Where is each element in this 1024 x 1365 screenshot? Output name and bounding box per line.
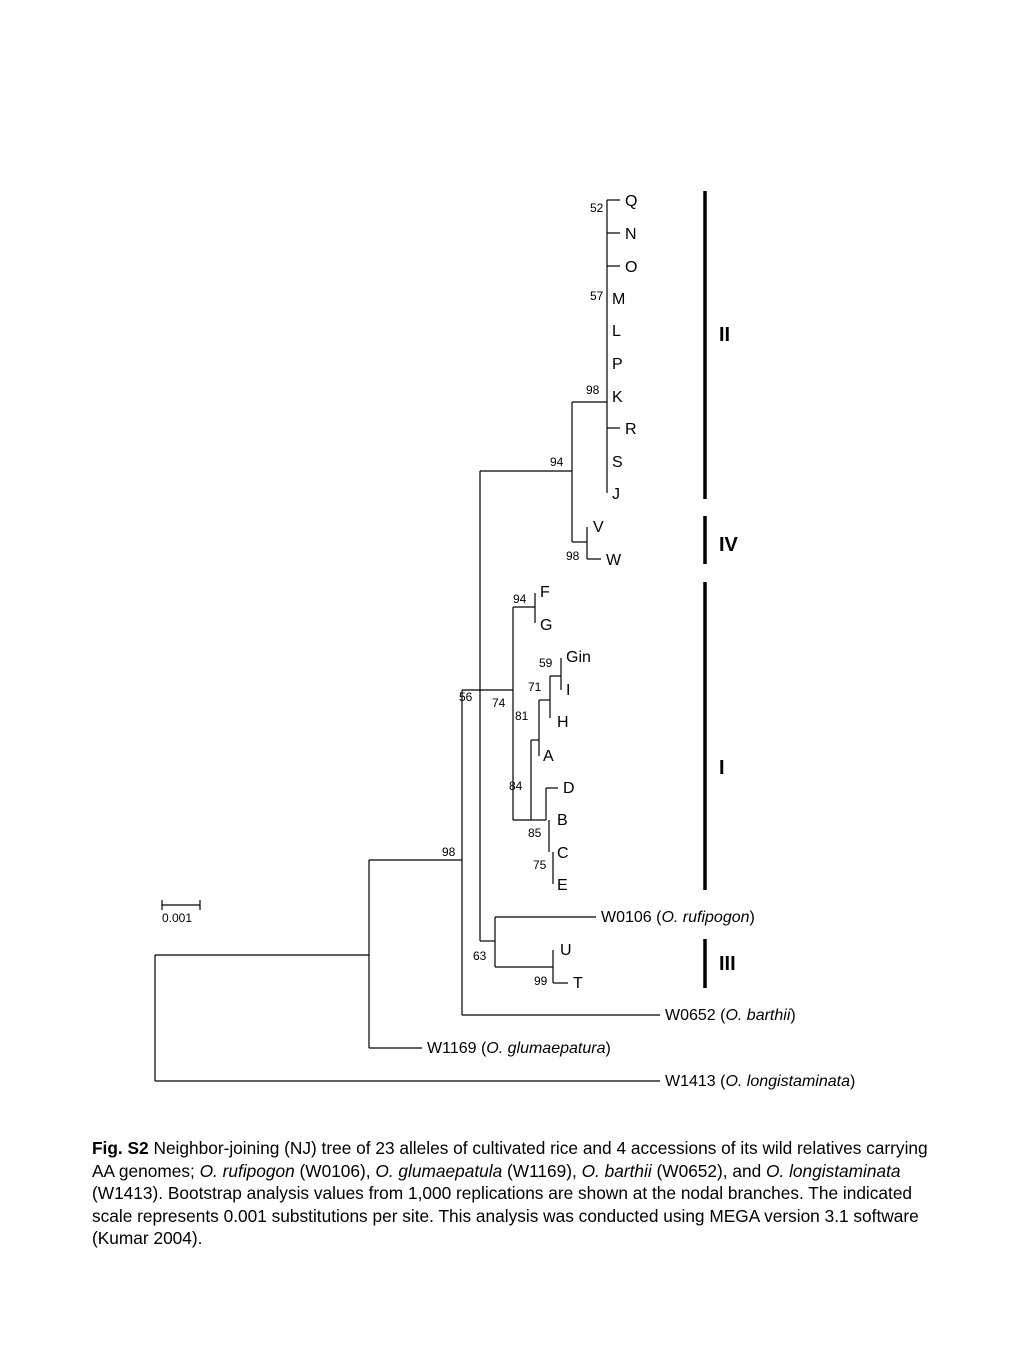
scale-bar — [162, 900, 200, 925]
tip-label-w: W — [606, 552, 622, 569]
tip-label-v: V — [593, 519, 604, 536]
group-bars — [705, 191, 739, 988]
bootstrap-k: 98 — [586, 383, 600, 397]
group-label-i: I — [719, 757, 725, 779]
tip-label-h: H — [557, 714, 569, 731]
tip-label-k: K — [612, 389, 623, 406]
bootstrap-u: 99 — [534, 974, 548, 988]
group-label-iii: III — [719, 953, 736, 975]
bootstrap-q: 52 — [590, 201, 604, 215]
figure-caption — [92, 1137, 940, 1250]
caption-species: O. barthii — [581, 1160, 652, 1181]
bootstrap-gin: 59 — [539, 656, 553, 670]
outgroup-label-w1413: W1413 (O. longistaminata) — [665, 1073, 856, 1090]
tip-label-p: P — [612, 356, 623, 373]
caption-species: O. longistaminata — [766, 1160, 901, 1181]
scale-label: 0.001 — [162, 911, 193, 925]
group-label-ii: II — [719, 324, 731, 346]
caption-text: (W1413). Bootstrap analysis values from 1,000 replications are shown at the nodal branches. The indicated scale represents 0.001 substitutions per site. This analysis was conducted using MEGA version 3.1 software (Kumar 2004). — [92, 1183, 919, 1249]
tip-label-j: J — [612, 486, 620, 503]
tip-label-e: E — [557, 877, 568, 894]
tip-label-u: U — [560, 942, 572, 959]
tip-label-n: N — [625, 226, 637, 243]
tip-label-r: R — [625, 421, 637, 438]
tip-label-l: L — [612, 323, 621, 340]
bootstrap-clade-56: 56 — [459, 690, 473, 704]
tip-label-c: C — [557, 845, 569, 862]
bootstrap-f: 94 — [513, 592, 527, 606]
caption-text: (W1169), — [502, 1160, 582, 1181]
tip-label-g: G — [540, 617, 553, 634]
outgroup-label-w0652: W0652 (O. barthii) — [665, 1007, 796, 1024]
group-label-iv: IV — [719, 534, 738, 556]
bootstrap-i: 71 — [528, 680, 542, 694]
tip-label-q: Q — [625, 193, 638, 210]
bootstrap-clade-98: 98 — [442, 845, 456, 859]
bootstrap-m: 57 — [590, 289, 604, 303]
bootstrap-w: 98 — [566, 549, 580, 563]
tip-label-f: F — [540, 584, 550, 601]
bootstrap-h: 81 — [515, 709, 529, 723]
caption-label: Fig. S2 — [92, 1138, 149, 1158]
outgroup-label-w1169: W1169 (O. glumaepatura) — [427, 1040, 611, 1057]
tip-label-m: M — [612, 291, 626, 308]
bootstrap-clade-63: 63 — [473, 949, 487, 963]
bootstrap-clade-94: 94 — [550, 455, 564, 469]
bootstrap-d: 84 — [509, 779, 523, 793]
caption-species: O. rufipogon — [199, 1160, 295, 1181]
tip-label-o: O — [625, 259, 638, 276]
caption-text: (W0106), — [294, 1160, 376, 1181]
tip-label-b: B — [557, 812, 568, 829]
bootstrap-clade-74: 74 — [492, 696, 506, 710]
bootstrap-b: 85 — [528, 826, 542, 840]
tip-label-d: D — [563, 780, 575, 797]
tip-label-gin: Gin — [566, 649, 591, 666]
caption-text: (W0652), and — [651, 1160, 767, 1181]
bootstrap-values — [442, 201, 604, 988]
tree-branches — [155, 200, 660, 1081]
tip-label-s: S — [612, 454, 623, 471]
outgroup-label-w0106: W0106 (O. rufipogon) — [601, 909, 755, 926]
caption-species: O. glumaepatula — [375, 1160, 503, 1181]
tip-label-i: I — [566, 682, 571, 699]
tip-label-a: A — [543, 748, 554, 765]
caption-text: Neighbor-joining (NJ) tree of 23 alleles of cultivated rice and 4 accessions of its wild relatives carrying AA genomes; — [92, 1138, 928, 1181]
bootstrap-c: 75 — [533, 858, 547, 872]
tip-labels — [427, 193, 855, 1090]
tip-label-t: T — [573, 975, 583, 992]
